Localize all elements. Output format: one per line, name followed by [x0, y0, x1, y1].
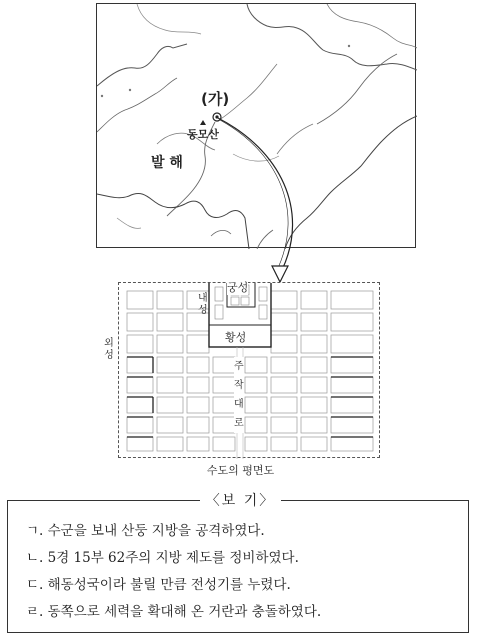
plan-label-gungseong: 궁성	[227, 281, 249, 294]
plan-caption: 수도의 평면도	[206, 464, 275, 477]
plan-label-oeseong: 외 성	[104, 338, 114, 361]
plan-label-hwangseong: 황성	[225, 331, 247, 344]
map-label-mountain: 동모산	[187, 128, 219, 141]
bogi-items	[26, 518, 321, 626]
plan-label-jujak: 주 작 대 로	[234, 357, 244, 433]
capital-plan	[118, 282, 380, 458]
bogi-item: ㄱ. 수군을 보내 산둥 지방을 공격하였다.	[26, 523, 265, 539]
bogi-title: 〈보 기〉	[200, 493, 282, 509]
plan-label-naeseong: 내 성	[198, 293, 208, 316]
map-panel	[96, 3, 416, 248]
bogi-item: ㄴ. 5경 15부 62주의 지방 제도를 정비하였다.	[26, 550, 299, 566]
bogi-title-wrap	[0, 490, 481, 510]
map-drawing	[97, 4, 417, 249]
plan-grid	[119, 283, 381, 459]
map-label-balhae: 발 해	[151, 155, 183, 171]
map-label-ga: (가)	[201, 90, 230, 108]
bogi-item: ㄹ. 동쪽으로 세력을 확대해 온 거란과 충돌하였다.	[26, 604, 322, 620]
bogi-item: ㄷ. 해동성국이라 불릴 만큼 전성기를 누렸다.	[26, 577, 291, 593]
